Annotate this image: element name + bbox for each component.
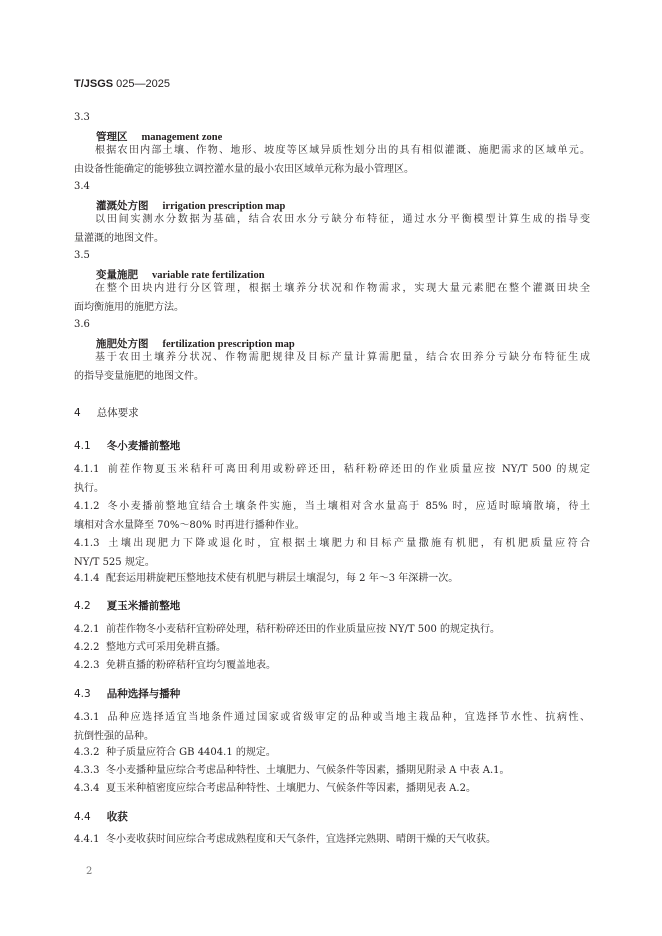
term-definition: 根据农田内部土壤、作物、地形、坡度等区域异质性划分出的具有相似灌溉、施肥需求的区域单元。 由设备性能确定的能够独立调控灌水量的最小农田区域单元称为最小管理区。 <box>74 145 590 175</box>
subsection-heading: 4.3 品种选择与播种 <box>74 688 181 700</box>
term-number: 3.4 <box>74 181 90 192</box>
document-code: T/JSGS 025—2025 <box>74 78 171 90</box>
term-definition: 基于农田土壤养分状况、作物需肥规律及目标产量计算需肥量，结合农田养分亏缺分布特征生成 的指导变量施肥的地图文件。 <box>74 352 590 382</box>
clause: 4.4.1 冬小麦收获时间应综合考虑成熟程度和天气条件，宜选择完熟期、晴朗干燥的天气收获。 <box>74 834 496 845</box>
term-definition: 在整个田块内进行分区管理，根据土壤养分状况和作物需求，实现大量元素肥在整个灌溉田块全 面均衡施用的施肥方法。 <box>74 283 590 313</box>
clause: 4.3.3 冬小麦播种量应综合考虑品种特性、土壤肥力、气候条件等因素，播期见附录 A 中表 A.1。 <box>74 765 510 776</box>
clause: 4.2.3 免耕直播的粉碎秸秆宜均匀覆盖地表。 <box>74 660 276 671</box>
term-heading: 施肥处方图 fertilization prescription map <box>96 338 295 350</box>
clause: 4.1.4 配套运用耕旋耙压整地技术使有机肥与耕层土壤混匀，每 2 年～3 年深耕一次。 <box>74 573 459 584</box>
term-heading: 灌溉处方图 irrigation prescription map <box>96 200 286 212</box>
term-number: 3.6 <box>74 319 90 330</box>
term-number: 3.5 <box>74 250 90 261</box>
section-heading: 4 总体要求 <box>74 407 139 419</box>
clause: 4.1.1 前茬作物夏玉米秸秆可离田利用或粉碎还田，秸秆粉碎还田的作业质量应按 NY/T 500 的规定 执行。 <box>74 464 590 494</box>
clause: 4.1.2 冬小麦播前整地宜结合土壤条件实施，当土壤相对含水量高于 85% 时，应适时晾墒散墒，待土 壤相对含水量降至 70%～80% 时再进行播种作业。 <box>74 501 590 531</box>
clause: 4.2.2 整地方式可采用免耕直播。 <box>74 642 226 653</box>
subsection-heading: 4.4 收获 <box>74 811 128 823</box>
term-number: 3.3 <box>74 112 90 123</box>
page-number: 2 <box>86 866 93 877</box>
clause: 4.3.1 品种应选择适宜当地条件通过国家或省级审定的品种或当地主栽品种，宜选择节水性、抗病性、 抗倒性强的品种。 <box>74 712 590 742</box>
subsection-heading: 4.1 冬小麦播前整地 <box>74 440 181 452</box>
clause: 4.3.4 夏玉米种植密度应综合考虑品种特性、土壤肥力、气候条件等因素，播期见表 A.2。 <box>74 783 476 794</box>
term-heading: 变量施肥 variable rate fertilization <box>96 269 265 281</box>
clause: 4.2.1 前茬作物冬小麦秸秆宜粉碎处理，秸秆粉碎还田的作业质量应按 NY/T 500 的规定执行。 <box>74 624 501 635</box>
term-heading: 管理区 management zone <box>96 131 223 143</box>
clause: 4.3.2 种子质量应符合 GB 4404.1 的规定。 <box>74 747 276 758</box>
subsection-heading: 4.2 夏玉米播前整地 <box>74 600 181 612</box>
term-definition: 以田间实测水分数据为基础，结合农田水分亏缺分布特征，通过水分平衡模型计算生成的指导变 量灌溉的地图文件。 <box>74 214 590 244</box>
clause: 4.1.3 土壤出现肥力下降或退化时，宜根据土壤肥力和目标产量撒施有机肥，有机肥质量应符合 NY/T 525 规定。 <box>74 538 590 568</box>
